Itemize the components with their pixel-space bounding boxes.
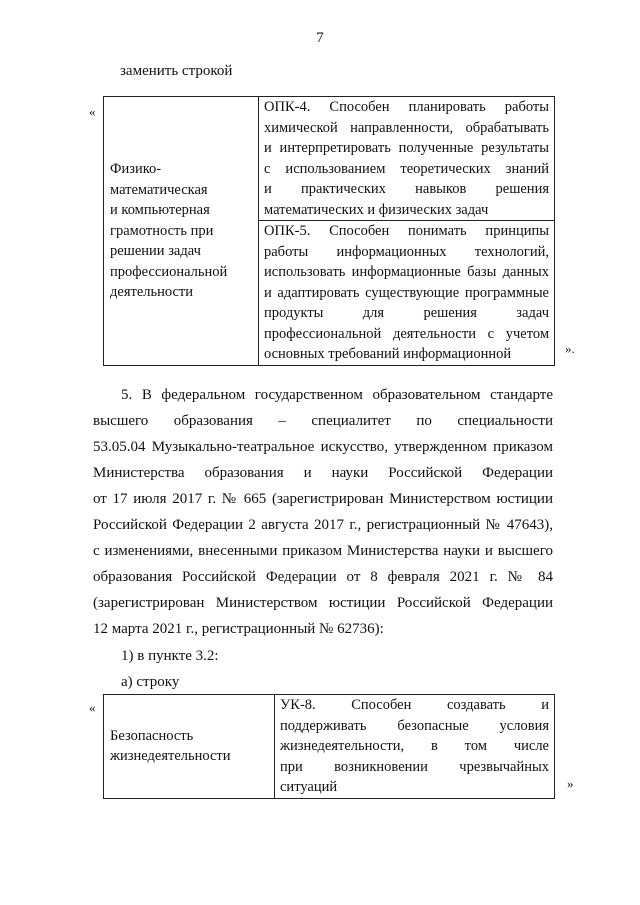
- table2-left-cell: [104, 695, 275, 799]
- table1-left-line: и компьютерная: [110, 202, 210, 218]
- opk4-cell: [259, 97, 555, 221]
- uk8-cell: [275, 695, 555, 799]
- table1-left-line: математическая: [110, 181, 208, 198]
- intro-text: заменить строкой: [120, 63, 233, 79]
- subitem-1: 1) в пункте 3.2:: [121, 648, 219, 664]
- table1-left-line: грамотность при: [110, 222, 214, 239]
- paragraph-line: 53.05.04 Музыкально-театральное искусство, утвержденном приказом: [93, 439, 553, 455]
- table1-left-line: профессиональной: [110, 263, 228, 280]
- opk4-line: математических и физических задач: [264, 201, 489, 218]
- table2-left-line: Безопасность: [110, 727, 194, 744]
- uk8-line: при возникновении чрезвычайных: [280, 758, 549, 775]
- competency-table-2: [103, 694, 555, 799]
- page-number: 7: [316, 30, 324, 46]
- paragraph-line: с изменениями, внесенными приказом Министерства науки и высшего: [93, 543, 553, 559]
- paragraph-line: 5. В федеральном государственном образовательном стандарте: [121, 387, 553, 403]
- quote-close-2: »: [567, 776, 574, 791]
- paragraph-5: [93, 382, 553, 642]
- uk8-line: жизнедеятельности, в том числе: [280, 738, 549, 754]
- paragraph-line: (зарегистрирован Министерством юстиции Российской Федерации: [93, 595, 553, 611]
- table1-left-cell: [104, 97, 259, 366]
- quote-close-1: ».: [565, 341, 575, 356]
- opk4-line: с использованием теоретических знаний: [264, 160, 549, 177]
- paragraph-line: образования Российской Федерации от 8 февраля 2021 г. № 84: [93, 569, 553, 585]
- quote-open-2: «: [89, 700, 96, 715]
- opk5-line: основных требований информационной: [264, 346, 512, 362]
- table1-left-line: Физико-: [110, 161, 162, 177]
- opk5-cell: [259, 221, 555, 366]
- paragraph-line: 12 марта 2021 г., регистрационный № 62736):: [93, 621, 384, 637]
- opk5-line: и адаптировать существующие программные: [264, 284, 549, 301]
- opk5-line: ОПК-5. Способен понимать принципы: [264, 223, 549, 239]
- opk5-line: работы информационных технологий,: [264, 243, 549, 260]
- paragraph-line: высшего образования – специалитет по специальности: [93, 413, 553, 429]
- uk8-line: УК-8. Способен создавать и: [280, 697, 549, 713]
- opk5-line: продукты для решения задач: [264, 305, 549, 321]
- opk4-line: химической направленности, обрабатывать: [264, 119, 549, 136]
- paragraph-line: от 17 июля 2017 г. № 665 (зарегистрирован Министерством юстиции: [93, 491, 553, 507]
- opk5-line: профессиональной деятельности с учетом: [264, 325, 549, 342]
- table1-left-line: решении задач: [110, 243, 201, 259]
- opk4-line: ОПК-4. Способен планировать работы: [264, 99, 549, 115]
- subitem-a: а) строку: [121, 674, 180, 690]
- opk4-line: и интерпретировать полученные результаты: [264, 140, 549, 156]
- opk5-line: использовать информационные базы данных: [264, 264, 549, 280]
- table2-left-line: жизнедеятельности: [110, 748, 231, 765]
- paragraph-line: Российской Федерации 2 августа 2017 г., регистрационный № 47643),: [93, 517, 553, 533]
- quote-open-1: «: [89, 104, 96, 119]
- paragraph-line: Министерства образования и науки Российской Федерации: [93, 465, 553, 481]
- uk8-line: ситуаций: [280, 779, 338, 795]
- competency-table-1: [103, 96, 555, 366]
- opk4-line: и практических навыков решения: [264, 181, 549, 197]
- uk8-line: поддерживать безопасные условия: [280, 717, 549, 734]
- table1-left-line: деятельности: [110, 284, 194, 300]
